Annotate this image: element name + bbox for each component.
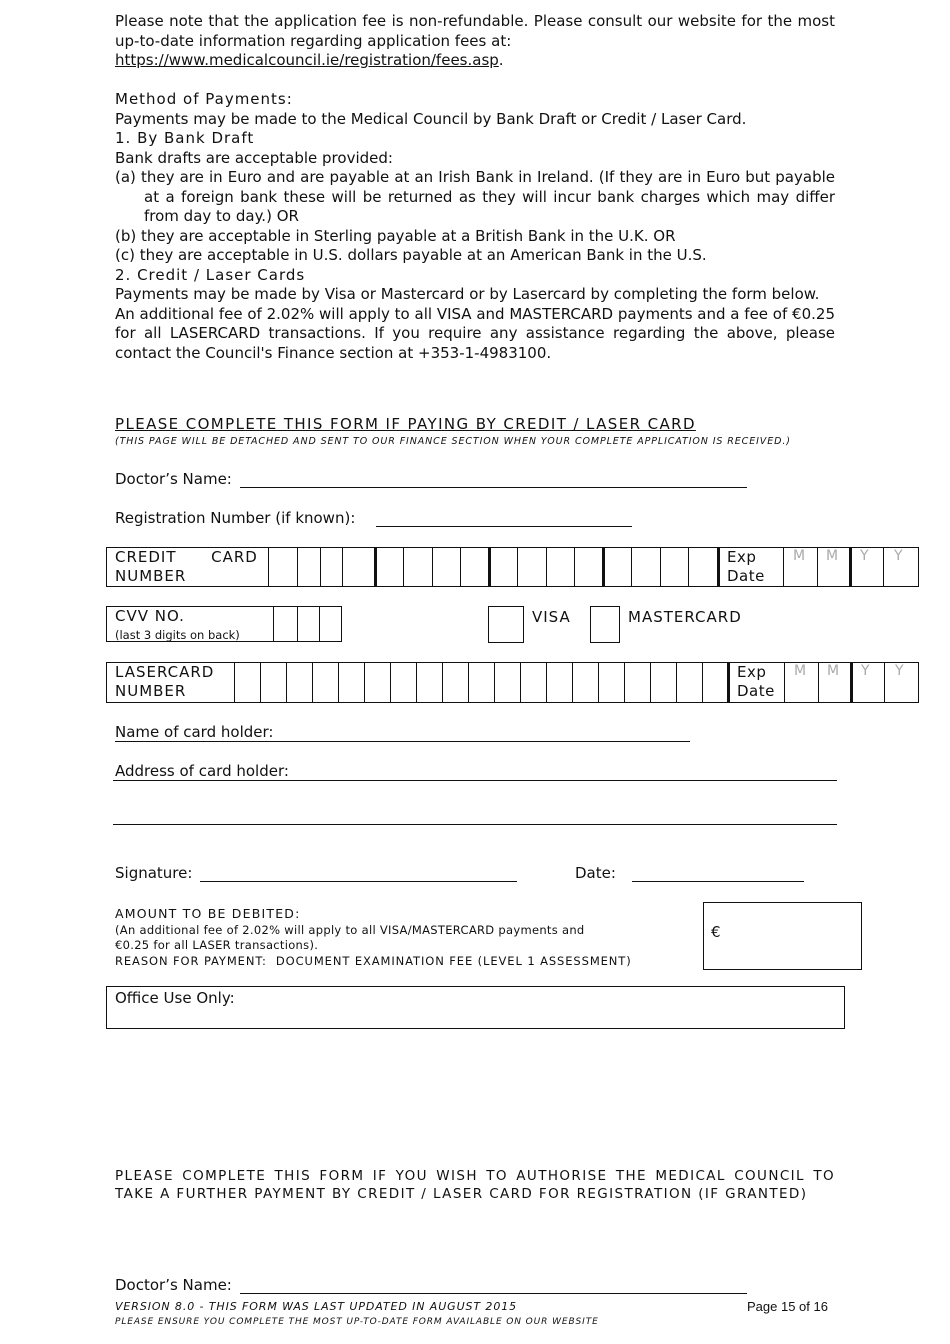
laser-digit-box[interactable] [676, 663, 702, 702]
credit-digit-box[interactable] [546, 548, 574, 586]
credit-digit-box[interactable] [268, 548, 297, 586]
laser-digit-box[interactable] [416, 663, 442, 702]
laser-digit-box[interactable] [390, 663, 416, 702]
intro-section [115, 12, 835, 363]
laser-digit-box[interactable] [312, 663, 338, 702]
credit-exp-year-box[interactable]: Y [883, 548, 919, 586]
doctor-name-field[interactable] [240, 470, 747, 488]
mastercard-label: MASTERCARD [628, 608, 742, 626]
date-label: Date: [575, 864, 616, 882]
credit-exp-month-box[interactable]: M [783, 548, 817, 586]
further-doctor-name-label: Doctor’s Name: [115, 1276, 232, 1294]
bank-intro: Bank drafts are acceptable provided: [115, 148, 393, 167]
lasercard-label: LASERCARD NUMBER [115, 663, 215, 700]
laser-digit-box[interactable] [494, 663, 520, 702]
laser-digit-box[interactable] [598, 663, 624, 702]
cvv-digit-box[interactable] [273, 607, 297, 641]
lasercard-table [106, 662, 919, 703]
euro-symbol: € [711, 923, 721, 941]
signature-label: Signature: [115, 864, 193, 882]
credit-exp-month-box[interactable]: M [817, 548, 849, 586]
footer-version: VERSION 8.0 - THIS FORM WAS LAST UPDATED IN AUGUST 2015 [115, 1300, 518, 1313]
holder-name-label: Name of card holder: [115, 723, 274, 741]
laser-digit-box[interactable] [624, 663, 650, 702]
credit-digit-box[interactable] [432, 548, 460, 586]
cvv-digit-box[interactable] [297, 607, 319, 641]
office-use-label: Office Use Only: [115, 989, 235, 1007]
credit-digit-box[interactable] [574, 548, 602, 586]
fees-link[interactable]: https://www.medicalcouncil.ie/registration/fees.asp [115, 51, 499, 69]
laser-digit-box[interactable] [650, 663, 676, 702]
bank-condition-a: (a) they are in Euro and are payable at an Irish Bank in Ireland. (If they are in Euro but payable at a foreign bank these will be returned as they will incur bank charges which may differ from day to day.) OR [115, 168, 835, 225]
laser-digit-box[interactable] [572, 663, 598, 702]
amount-box[interactable] [703, 902, 862, 970]
reason-for-payment: REASON FOR PAYMENT: DOCUMENT EXAMINATION FEE (LEVEL 1 ASSESSMENT) [115, 954, 632, 968]
laser-digit-box[interactable] [546, 663, 572, 702]
fee-url-end: . [498, 51, 504, 69]
credit-card-label: CREDIT CARD NUMBER [115, 548, 258, 585]
credit-digit-box[interactable] [660, 548, 688, 586]
card-text: Payments may be made by Visa or Mastercard or by Lasercard by completing the form below. [115, 285, 820, 303]
signature-field[interactable] [200, 864, 517, 882]
credit-digit-box[interactable] [488, 548, 517, 586]
page-number: Page 15 of 16 [747, 1299, 828, 1314]
credit-exp-year-box[interactable]: Y [849, 548, 883, 586]
cvv-digit-box[interactable] [319, 607, 341, 641]
holder-address-label: Address of card holder: [115, 762, 289, 780]
fee-note-text: Please note that the application fee is non-refundable. Please consult our website for the most up-to-date information regarding application fees at: [115, 12, 835, 50]
fee-note [115, 12, 835, 71]
method-text: Payments may be made to the Medical Council by Bank Draft or Credit / Laser Card. [115, 109, 747, 128]
credit-digit-box[interactable] [342, 548, 374, 586]
laser-digit-box[interactable] [364, 663, 390, 702]
holder-address-line-2[interactable] [113, 806, 837, 825]
laser-exp-year-box[interactable]: Y [884, 663, 919, 702]
mastercard-checkbox[interactable] [590, 606, 620, 643]
doctor-name-label: Doctor’s Name: [115, 470, 232, 488]
credit-digit-box[interactable] [374, 548, 403, 586]
holder-address-field[interactable] [113, 762, 837, 781]
credit-digit-box[interactable] [403, 548, 432, 586]
form-heading: PLEASE COMPLETE THIS FORM IF PAYING BY CREDIT / LASER CARD [115, 415, 696, 433]
cvv-label: CVV NO. (last 3 digits on back) [115, 607, 240, 642]
credit-digit-box[interactable] [297, 548, 320, 586]
further-doctor-name-field[interactable] [240, 1276, 747, 1294]
visa-label: VISA [532, 608, 571, 626]
bank-condition-c: (c) they are acceptable in U.S. dollars payable at an American Bank in the U.S. [115, 246, 707, 264]
reg-number-label: Registration Number (if known): [115, 509, 356, 527]
credit-digit-box[interactable] [517, 548, 546, 586]
amount-heading: AMOUNT TO BE DEBITED: [115, 906, 301, 921]
form-subheading: (THIS PAGE WILL BE DETACHED AND SENT TO OUR FINANCE SECTION WHEN YOUR COMPLETE APPLICATION IS RECEIVED.) [115, 436, 791, 447]
laser-digit-box[interactable] [442, 663, 468, 702]
laser-digit-box[interactable] [286, 663, 312, 702]
laser-digit-box[interactable] [260, 663, 286, 702]
credit-card-table [106, 547, 919, 587]
laser-digit-box[interactable] [338, 663, 364, 702]
laser-exp-month-box[interactable]: M [818, 663, 850, 702]
credit-exp-label: Exp Date [717, 548, 783, 586]
method-heading: Method of Payments: [115, 90, 293, 108]
credit-digit-box[interactable] [688, 548, 717, 586]
credit-digit-box[interactable] [602, 548, 631, 586]
credit-digit-box[interactable] [460, 548, 488, 586]
reg-number-field[interactable] [376, 509, 632, 527]
visa-checkbox[interactable] [488, 606, 524, 643]
bank-heading: 1. By Bank Draft [115, 129, 255, 147]
laser-digit-box[interactable] [702, 663, 728, 702]
date-field[interactable] [632, 864, 804, 882]
card-heading: 2. Credit / Laser Cards [115, 265, 306, 284]
amount-note: (An additional fee of 2.02% will apply to all VISA/MASTERCARD payments and €0.25 for all LASER transactions). [115, 923, 585, 952]
fee-text: An additional fee of 2.02% will apply to all VISA and MASTERCARD payments and a fee of €0.25 for all LASERCARD transactions. If you require any assistance regarding the above, please contact the Council's Finance section at +353-1-4983100. [115, 304, 835, 362]
credit-digit-box[interactable] [320, 548, 342, 586]
laser-exp-month-box[interactable]: M [784, 663, 818, 702]
office-use-box [106, 986, 845, 1029]
laser-exp-label: Exp Date [727, 663, 784, 702]
cvv-table [106, 606, 342, 642]
laser-exp-year-box[interactable]: Y [850, 663, 884, 702]
bank-condition-b: (b) they are acceptable in Sterling payable at a British Bank in the U.K. OR [115, 226, 676, 245]
laser-digit-box[interactable] [520, 663, 546, 702]
laser-digit-box[interactable] [468, 663, 494, 702]
credit-digit-box[interactable] [631, 548, 660, 586]
holder-name-field[interactable] [115, 723, 690, 742]
laser-digit-box[interactable] [234, 663, 260, 702]
further-payment-heading: PLEASE COMPLETE THIS FORM IF YOU WISH TO AUTHORISE THE MEDICAL COUNCIL TO TAKE A FURTHER PAYMENT BY CREDIT / LASER CARD FOR REGISTRATION (IF GRANTED) [115, 1168, 835, 1202]
footer-ensure: PLEASE ENSURE YOU COMPLETE THE MOST UP-TO-DATE FORM AVAILABLE ON OUR WEBSITE [115, 1317, 599, 1327]
